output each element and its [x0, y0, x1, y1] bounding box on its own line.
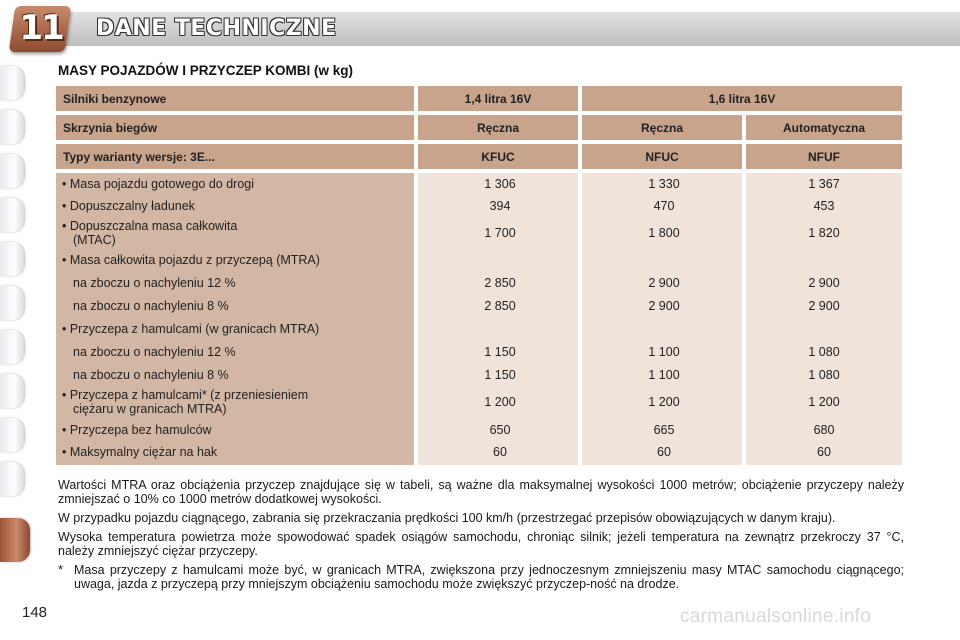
row-label: • Przyczepa z hamulcami (w granicach MTRA) — [62, 321, 320, 336]
row-value: 1 306 — [484, 177, 516, 191]
row-label-line: (MTAC) — [73, 233, 116, 247]
header-cell: NFUF — [746, 144, 902, 169]
row-value: 2 900 — [808, 298, 840, 313]
side-tab[interactable] — [0, 110, 24, 144]
side-tab[interactable] — [0, 154, 24, 188]
notes-section — [58, 478, 904, 591]
header-cell: KFUC — [418, 144, 578, 169]
header-cell: Skrzynia biegów — [56, 115, 414, 140]
table-header-row-gearbox — [56, 115, 902, 140]
row-value: 665 — [653, 422, 675, 437]
row-label: na zboczu o nachyleniu 12 % — [73, 344, 236, 359]
table-row — [56, 317, 902, 340]
row-label: • Dopuszczalny ładunek — [62, 199, 195, 213]
row-value: 1 150 — [484, 367, 516, 382]
chapter-number: 11 — [19, 8, 63, 48]
table-body — [56, 173, 902, 465]
row-value: 453 — [813, 199, 835, 213]
note-paragraph: Wartości MTRA oraz obciążenia przyczep znajdujące się w tabeli, są ważne dla maksymalnej wysokości 1000 metrów; obciążenie przyczepy należy zmniejszać o 10% co 1000 metrów dodatkowej wysokości. — [58, 478, 904, 506]
row-value: 2 900 — [808, 275, 840, 290]
side-tab[interactable] — [0, 462, 24, 496]
table-row — [56, 441, 902, 463]
row-label: • Masa całkowita pojazdu z przyczepą (MTRA) — [62, 253, 320, 267]
page-number: 148 — [22, 604, 48, 621]
row-label-line: ciężaru w granicach MTRA) — [73, 402, 227, 416]
header-cell: Ręczna — [418, 115, 578, 140]
table-rows — [56, 173, 902, 463]
side-tab[interactable] — [0, 374, 24, 408]
table-row — [56, 271, 902, 294]
row-value: 1 800 — [648, 226, 680, 240]
note-paragraph: Wysoka temperatura powietrza może spowodować spadek osiągów samochodu, chroniąc silnik; jeżeli temperatura na zewnątrz przekroczy 37 °C, należy zmniejszyć ciężar przyczepy. — [58, 530, 904, 558]
row-value: 680 — [813, 422, 835, 437]
table-row — [56, 173, 902, 195]
row-value: 2 850 — [484, 298, 516, 313]
table-row — [56, 195, 902, 217]
row-value: 60 — [817, 445, 831, 459]
row-label: na zboczu o nachyleniu 12 % — [73, 275, 236, 290]
note-paragraph: W przypadku pojazdu ciągnącego, zabrania się przekraczania prędkości 100 km/h (przestrzegać przepisów obowiązujących w danym kraju). — [58, 511, 836, 525]
row-value: 2 850 — [484, 275, 516, 290]
side-tab[interactable] — [0, 66, 24, 100]
table-row — [56, 386, 902, 418]
row-value: 650 — [489, 422, 511, 437]
header-cell: Ręczna — [582, 115, 742, 140]
row-value: 1 100 — [648, 344, 680, 359]
header-cell: Silniki benzynowe — [56, 86, 414, 111]
row-value: 60 — [657, 445, 671, 459]
side-tab[interactable] — [0, 198, 24, 232]
side-tab-active[interactable] — [0, 518, 30, 562]
table-header-row-engines — [56, 86, 902, 111]
footnote-marker: * — [58, 562, 64, 577]
table-row — [56, 249, 902, 271]
row-value: 1 080 — [808, 344, 840, 359]
table-row — [56, 340, 902, 363]
row-value: 1 200 — [648, 395, 680, 409]
table-row — [56, 294, 902, 317]
row-label — [56, 388, 418, 416]
row-label-line: • Przyczepa z hamulcami* (z przeniesieniem — [62, 388, 309, 402]
row-label: • Przyczepa bez hamulców — [62, 422, 212, 437]
row-label: • Maksymalny ciężar na hak — [62, 445, 218, 459]
row-label: na zboczu o nachyleniu 8 % — [73, 367, 229, 382]
side-tabs — [0, 40, 28, 600]
footnote-text: Masa przyczepy z hamulcami może być, w granicach MTRA, zwiększona przy jednoczesnym zmniejszeniu masy MTAC samochodu ciągnącego; uwaga, jazda z przyczepą przy mniejszym obciążeniu samochodu może zwiększyć przyczep-ność na drodze. — [74, 563, 904, 591]
row-value: 60 — [493, 445, 507, 459]
row-value: 1 200 — [484, 395, 516, 409]
row-value: 1 080 — [808, 367, 840, 382]
page-header — [0, 0, 960, 52]
table-header-row-types — [56, 144, 902, 169]
row-value: 1 150 — [484, 344, 516, 359]
row-value: 394 — [489, 199, 511, 213]
row-value: 1 330 — [648, 177, 680, 191]
weights-table — [56, 86, 902, 465]
side-tab[interactable] — [0, 418, 24, 452]
table-row — [56, 363, 902, 386]
row-label — [56, 219, 418, 247]
row-value: 1 100 — [648, 367, 680, 382]
row-value: 2 900 — [648, 298, 680, 313]
header-cell: Automatyczna — [746, 115, 902, 140]
row-value: 1 700 — [484, 226, 516, 240]
side-tab[interactable] — [0, 330, 24, 364]
side-tab[interactable] — [0, 286, 24, 320]
row-label: na zboczu o nachyleniu 8 % — [73, 298, 229, 313]
header-cell: NFUC — [582, 144, 742, 169]
row-value: 470 — [653, 199, 675, 213]
row-value: 2 900 — [648, 275, 680, 290]
table-row — [56, 418, 902, 441]
watermark: carmanualsonline.info — [680, 606, 872, 627]
row-value: 1 367 — [808, 177, 840, 191]
footnote — [58, 563, 904, 591]
header-cell: Typy warianty wersje: 3E... — [56, 144, 414, 169]
header-cell: 1,4 litra 16V — [418, 86, 578, 111]
page-title: DANE TECHNICZNE — [96, 16, 337, 41]
table-row — [56, 217, 902, 249]
row-value: 1 200 — [808, 395, 840, 409]
row-label-line: • Dopuszczalna masa całkowita — [62, 219, 238, 233]
section-title: MASY POJAZDÓW I PRZYCZEP KOMBI (w kg) — [58, 63, 354, 78]
row-value: 1 820 — [808, 226, 840, 240]
row-label: • Masa pojazdu gotowego do drogi — [62, 177, 255, 191]
side-tab[interactable] — [0, 242, 24, 276]
header-cell: 1,6 litra 16V — [582, 86, 902, 111]
